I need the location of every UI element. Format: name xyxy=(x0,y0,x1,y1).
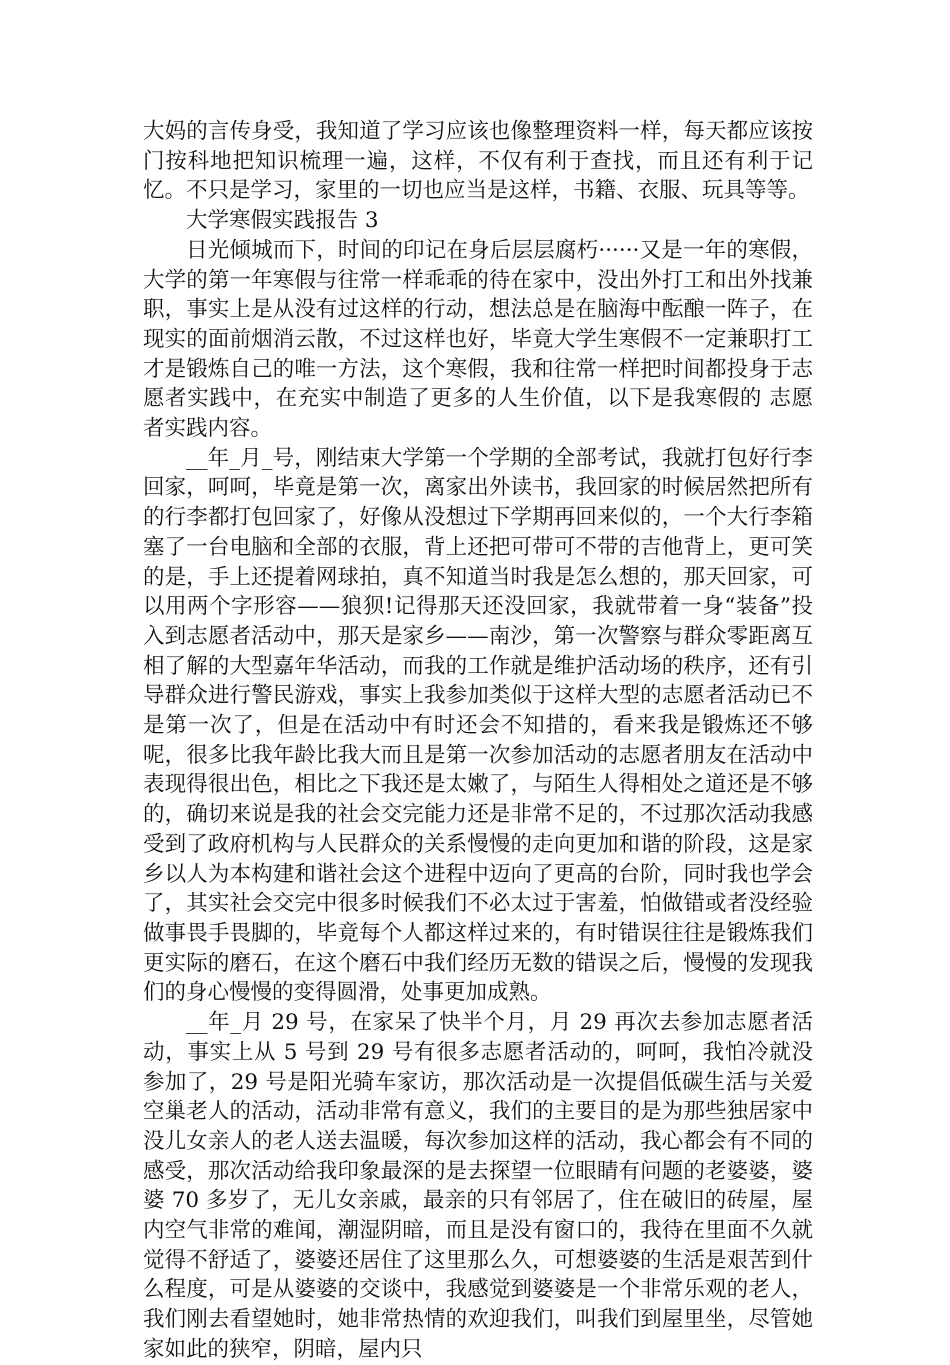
section-heading: 大学寒假实践报告 3 xyxy=(186,208,379,234)
paragraph-1: 大妈的言传身受，我知道了学习应该也像整理资料一样，每天都应该按门按科地把知识梳理一遍，这样，不仅有利于查找，而且还有利于记忆。不只是学习，家里的一切也应当是这样，书籍、衣服、玩具等等。 xyxy=(143,119,813,204)
paragraph-2: 日光倾城而下，时间的印记在身后层层腐朽······又是一年的寒假，大学的第一年寒假与往常一样乖乖的待在家中，没出外打工和出外找兼职，事实上是从没有过这样的行动，想法总是在脑海中酝酿一阵子，在现实的面前烟消云散，不过这样也好，毕竟大学生寒假不一定兼职打工才是锻炼自己的唯一方法，这个寒假，我和往常一样把时间都投身于志愿者实践中，在充实中制造了更多的人生价值，以下是我寒假的 志愿者实践内容。 xyxy=(143,237,813,442)
paragraph-4: __年_月 29 号，在家呆了快半个月，月 29 再次去参加志愿者活动，事实上从 5 号到 29 号有很多志愿者活动的，呵呵，我怕冷就没参加了，29 号是阳光骑车家访，那次活动是一次提倡低碳生活与关爱空巢老人的活动，活动非常有意义，我们的主要目的是为那些独居家中没儿女亲人的老人送去温暖，每次参加这样的活动，我心都会有不同的感受，那次活动给我印象最深的是去探望一位眼睛有问题的老婆婆，婆婆 70 多岁了，无儿女亲戚，最亲的只有邻居了，住在破旧的砖屋，屋内空气非常的难闻，潮湿阴暗，而且是没有窗口的，我待在里面不久就觉得不舒适了，婆婆还居住了这里那么久，可想婆婆的生活是艰苦到什么程度，可是从婆婆的交谈中，我感觉到婆婆是一个非常乐观的老人，我们刚去看望她时，她非常热情的欢迎我们，叫我们到屋里坐，尽管她家如此的狭窄，阴暗，屋内只 xyxy=(143,1010,813,1362)
document-body xyxy=(143,117,813,1365)
paragraph-3: __年_月_号，刚结束大学第一个学期的全部考试，我就打包好行李回家，呵呵，毕竟是第一次，离家出外读书，我回家的时候居然把所有的行李都打包回家了，好像从没想过下学期再回来似的，一个大行李箱塞了一台电脑和全部的衣服，背上还把可带可不带的吉他背上，更可笑的是，手上还提着网球拍，真不知道当时我是怎么想的，那天回家，可以用两个字形容——狼狈!记得那天还没回家，我就带着一身“装备”投入到志愿者活动中，那天是家乡——南沙，第一次警察与群众零距离互相了解的大型嘉年华活动，而我的工作就是维护活动场的秩序，还有引导群众进行警民游戏，事实上我参加类似于这样大型的志愿者活动已不是第一次了，但是在活动中有时还会不知措的，看来我是锻炼还不够呢，很多比我年龄比我大而且是第一次参加活动的志愿者朋友在活动中表现得很出色，相比之下我还是太嫩了，与陌生人得相处之道还是不够的，确切来说是我的社会交完能力还是非常不足的，不过那次活动我感受到了政府机构与人民群众的关系慢慢的走向更加和谐的阶段，这是家乡以人为本构建和谐社会这个进程中迈向了更高的台阶，同时我也学会了，其实社会交完中很多时候我们不必太过于害羞，怕做错或者没经验做事畏手畏脚的，毕竟每个人都这样过来的，有时错误往往是锻炼我们更实际的磨石，在这个磨石中我们经历无数的错误之后，慢慢的发现我们的身心慢慢的变得圆滑，处事更加成熟。 xyxy=(143,445,813,1006)
